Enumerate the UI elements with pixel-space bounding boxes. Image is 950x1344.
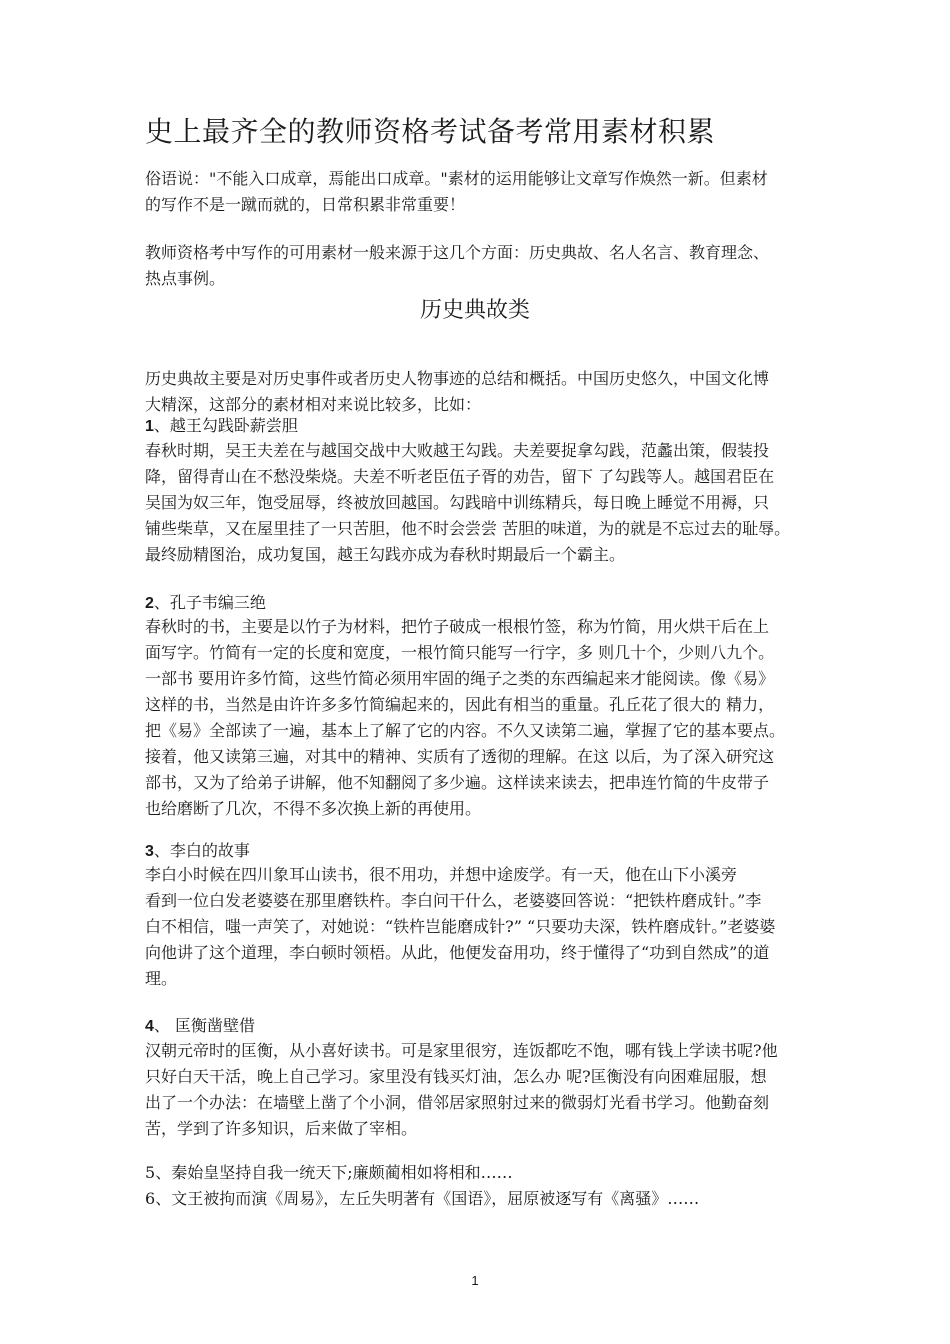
sources-paragraph (145, 240, 820, 292)
item-line-5 (145, 1160, 513, 1186)
item-line: 只好白天干活，晚上自己学习。家里没有钱买灯油，怎么办 呢?匡衡没有向困难屈服，想 (145, 1067, 767, 1086)
item-number: 6 (145, 1189, 156, 1208)
item-body-4 (145, 1038, 820, 1142)
intro-line: 的写作不是一蹴而就的，日常积累非常重要！ (145, 195, 466, 214)
item-number: 4 (145, 1018, 154, 1035)
item-line: 汉朝元帝时的匡衡，从小喜好读书。可是家里很穷，连饭都吃不饱，哪有钱上学读书呢?他 (145, 1041, 778, 1060)
item-line: 理。 (145, 969, 178, 988)
item-line: 接着，他又读第三遍，对其中的精神、实质有了透彻的理解。在这 以后，为了深入研究这 (145, 747, 775, 766)
item-line: 看到一位白发老婆婆在那里磨铁杵。李白问干什么，老婆婆回答说：“把铁杵磨成针。”李 (145, 891, 762, 910)
item-line: 向他讲了这个道理，李白顿时领梧。从此，他便发奋用功，终于懂得了“功到自然成”的道 (145, 943, 770, 962)
item-line: 白不相信，嗤一声笑了，对她说：“铁杵岂能磨成针?” “只要功夫深，铁杵磨成针。”老婆婆 (145, 917, 776, 936)
item-number: 3 (145, 843, 154, 860)
intro-line: 俗语说："不能入口成章，焉能出口成章。"素材的运用能够让文章写作焕然一新。但素材 (145, 169, 768, 188)
section-heading: 历史典故类 (419, 298, 530, 323)
item-line: 春秋时的书，主要是以竹子为材料，把竹子破成一根根竹签，称为竹简，用火烘干后在上 (145, 617, 770, 636)
item-title: 、越王勾践卧薪尝胆 (153, 416, 298, 435)
item-heading-3 (145, 838, 250, 865)
item-number: 1 (145, 418, 154, 435)
item-line: 这样的书，当然是由许许多多竹简编起来的，因此有相当的重量。孔丘花了很大的 精力， (145, 695, 775, 714)
sources-line: 教师资格考中写作的可用素材一般来源于这几个方面：历史典故、名人名言、教育理念、 (145, 243, 770, 262)
item-line: 李白小时候在四川象耳山读书，很不用功，并想中途废学。有一天，他在山下小溪旁 (145, 865, 738, 884)
document-title: 史上最齐全的教师资格考试备考常用素材积累 (145, 115, 716, 148)
item-body-1 (145, 438, 820, 568)
page-number: 1 (471, 1273, 479, 1288)
item-body-3 (145, 862, 820, 992)
intro-paragraph (145, 166, 820, 218)
item-line: 吴国为奴三年，饱受屈辱，终被放回越国。勾践暗中训练精兵，每日晚上睡觉不用褥，只 (145, 493, 770, 512)
item-title: 、 匡衡凿壁借 (153, 1016, 255, 1035)
item-line: 苦，学到了许多知识，后来做了宰相。 (145, 1119, 418, 1138)
item-line: 春秋时期，吴王夫差在与越国交战中大败越王勾践。夫差要捉拿勾践，范蠡出策，假装投 (145, 441, 770, 460)
item-heading-1 (145, 413, 298, 440)
item-heading-2 (145, 590, 266, 617)
sources-line: 热点事例。 (145, 269, 226, 288)
item-line: 出了一个办法：在墙壁上凿了个小洞，借邻居家照射过来的微弱灯光看书学习。他勤奋刻 (145, 1093, 770, 1112)
item-line: 最终励精图治，成功复国，越王勾践亦成为春秋时期最后一个霸主。 (145, 545, 626, 564)
item-title: 、孔子韦编三绝 (153, 593, 266, 612)
item-line: 也给磨断了几次，不得不多次换上新的再使用。 (145, 799, 482, 818)
item-line: 部书，又为了给弟子讲解，他不知翻阅了多少遍。这样读来读去，把串连竹简的牛皮带子 (145, 773, 770, 792)
item-heading-4 (145, 1013, 255, 1040)
item-number: 2 (145, 595, 154, 612)
item-line: 铺些柴草，又在屋里挂了一只苦胆，他不时会尝尝 苦胆的味道，为的就是不忘过去的耻辱。 (145, 519, 791, 538)
item-line: 把《易》全部读了一遍，基本上了解了它的内容。不久又读第二遍，掌握了它的基本要点。 (145, 721, 786, 740)
item-line: 一部书 要用许多竹简，这些竹简必须用牢固的绳子之类的东西编起来才能阅读。像《易》 (145, 669, 775, 688)
item-number: 5 (145, 1163, 156, 1182)
item-line-6 (145, 1186, 699, 1212)
section-intro-line: 大精深，这部分的素材相对来说比较多，比如： (145, 395, 482, 414)
item-title: 、李白的故事 (153, 841, 250, 860)
item-text: 、文王被拘而演《周易》，左丘失明著有《国语》，屈原被逐写有《离骚》…… (155, 1189, 700, 1208)
section-intro-paragraph (145, 366, 820, 418)
item-line: 面写字。竹简有一定的长度和宽度，一根竹简只能写一行字，多 则几十个，少则八九个。 (145, 643, 775, 662)
item-line: 降，留得青山在不愁没柴烧。夫差不听老臣伍子胥的劝告，留下 了勾践等人。越国君臣在 (145, 467, 775, 486)
item-body-2 (145, 614, 820, 822)
item-text: 、秦始皇坚持自我一统天下;廉颇蔺相如将相和…… (155, 1163, 513, 1182)
section-intro-line: 历史典故主要是对历史事件或者历史人物事迹的总结和概括。中国历史悠久，中国文化博 (145, 369, 770, 388)
